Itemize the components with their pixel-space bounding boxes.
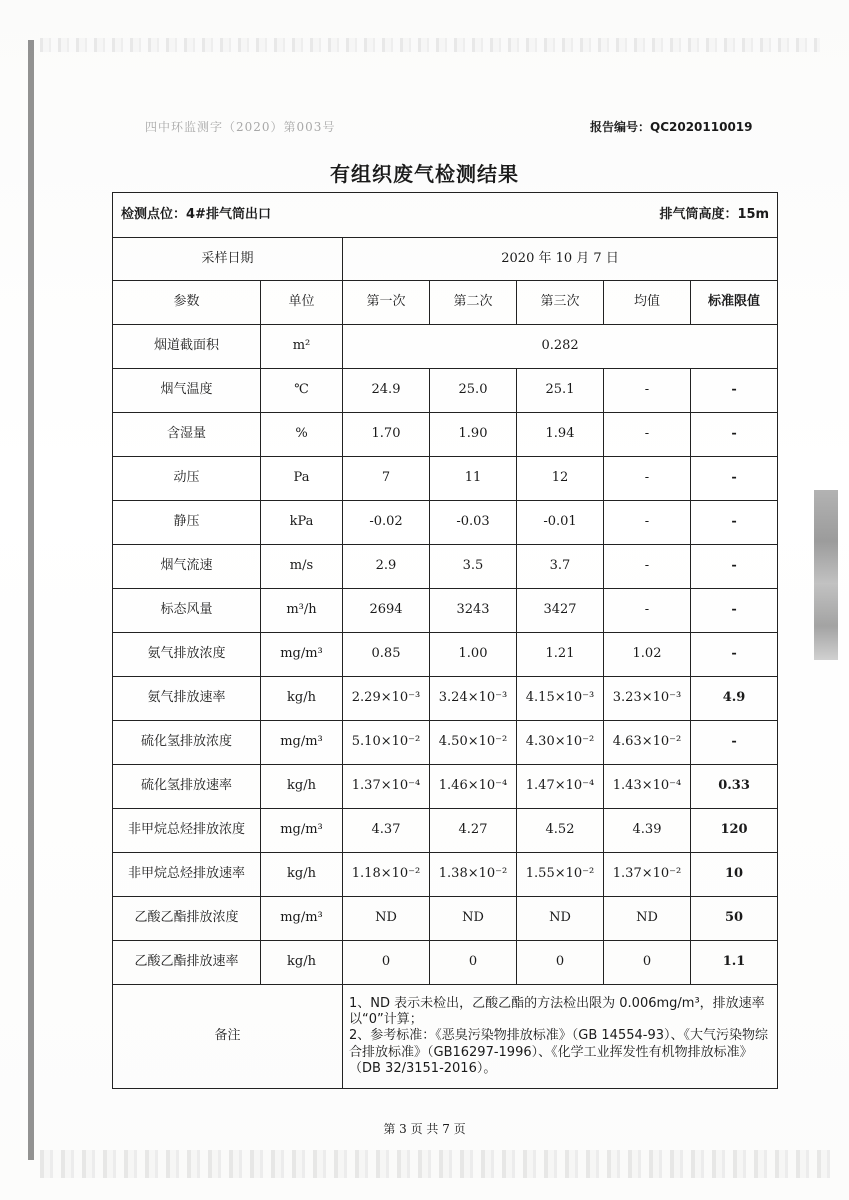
table-row (113, 677, 778, 721)
location-height-cell (113, 193, 778, 238)
unit-cell: kg/h (261, 853, 343, 897)
third-value-cell: ND (517, 897, 604, 941)
remark-line-1: 1、ND 表示未检出，乙酸乙酯的方法检出限为 0.006mg/m³，排放速率以“0”计算； (349, 995, 765, 1028)
data-rows-body (113, 369, 778, 985)
table-row (113, 721, 778, 765)
scan-edge-bottom (40, 1150, 830, 1178)
col-header-third: 第三次 (517, 281, 604, 325)
unit-cell: mg/m³ (261, 809, 343, 853)
unit-cell: kg/h (261, 941, 343, 985)
param-cell: 烟气温度 (113, 369, 261, 413)
second-value-cell: 3.5 (430, 545, 517, 589)
standard-limit-cell: - (691, 501, 778, 545)
third-value-cell: 1.94 (517, 413, 604, 457)
col-header-second: 第二次 (430, 281, 517, 325)
flue-area-value: 0.282 (343, 325, 778, 369)
col-header-standard-limit: 标准限值 (691, 281, 778, 325)
first-value-cell: 2694 (343, 589, 430, 633)
third-value-cell: 25.1 (517, 369, 604, 413)
unit-cell: kg/h (261, 677, 343, 721)
first-value-cell: 4.37 (343, 809, 430, 853)
param-cell: 乙酸乙酯排放浓度 (113, 897, 261, 941)
col-header-average: 均值 (604, 281, 691, 325)
standard-limit-cell: 10 (691, 853, 778, 897)
average-cell: - (604, 501, 691, 545)
third-value-cell: 4.30×10⁻² (517, 721, 604, 765)
param-cell: 含湿量 (113, 413, 261, 457)
remark-line-2: 2、参考标准：《恶臭污染物排放标准》（GB 14554-93）、《大气污染物综合排放标准》（GB16297-1996）、《化学工业挥发性有机物排放标准》（DB 32/3151-2016）。 (349, 1028, 768, 1076)
document-title: 有组织废气检测结果 (330, 162, 519, 186)
average-cell: 4.39 (604, 809, 691, 853)
first-value-cell: 0.85 (343, 633, 430, 677)
unit-cell: kPa (261, 501, 343, 545)
table-row-flue-area (113, 325, 778, 369)
col-header-first: 第一次 (343, 281, 430, 325)
table-row (113, 809, 778, 853)
param-cell: 烟道截面积 (113, 325, 261, 369)
standard-limit-cell: - (691, 589, 778, 633)
table-row (113, 589, 778, 633)
standard-limit-cell: - (691, 457, 778, 501)
param-cell: 硫化氢排放浓度 (113, 721, 261, 765)
unit-cell: m/s (261, 545, 343, 589)
second-value-cell: 3243 (430, 589, 517, 633)
second-value-cell: 3.24×10⁻³ (430, 677, 517, 721)
table-row (113, 765, 778, 809)
table-row (113, 545, 778, 589)
table-row (113, 501, 778, 545)
second-value-cell: -0.03 (430, 501, 517, 545)
unit-cell: mg/m³ (261, 897, 343, 941)
table-header-row (113, 193, 778, 238)
average-cell: - (604, 545, 691, 589)
third-value-cell: 4.52 (517, 809, 604, 853)
sampling-date-row (113, 238, 778, 281)
scan-edge-right (814, 490, 838, 660)
unit-cell: Pa (261, 457, 343, 501)
unit-cell: mg/m³ (261, 633, 343, 677)
standard-limit-cell: - (691, 369, 778, 413)
third-value-cell: 1.47×10⁻⁴ (517, 765, 604, 809)
standard-limit-cell: 50 (691, 897, 778, 941)
first-value-cell: 1.37×10⁻⁴ (343, 765, 430, 809)
first-value-cell: 1.18×10⁻² (343, 853, 430, 897)
table-row (113, 941, 778, 985)
third-value-cell: 12 (517, 457, 604, 501)
table-row (113, 369, 778, 413)
second-value-cell: 11 (430, 457, 517, 501)
param-cell: 静压 (113, 501, 261, 545)
param-cell: 动压 (113, 457, 261, 501)
average-cell: 0 (604, 941, 691, 985)
col-header-param: 参数 (113, 281, 261, 325)
first-value-cell: 5.10×10⁻² (343, 721, 430, 765)
col-header-unit: 单位 (261, 281, 343, 325)
param-cell: 非甲烷总烃排放浓度 (113, 809, 261, 853)
third-value-cell: 3.7 (517, 545, 604, 589)
sampling-date-value: 2020 年 10 月 7 日 (343, 238, 778, 281)
remark-label: 备注 (113, 985, 343, 1089)
average-cell: - (604, 369, 691, 413)
remark-content (343, 985, 778, 1089)
first-value-cell: ND (343, 897, 430, 941)
second-value-cell: 25.0 (430, 369, 517, 413)
average-cell: 1.02 (604, 633, 691, 677)
sampling-date-label: 采样日期 (113, 238, 343, 281)
table-row (113, 897, 778, 941)
first-value-cell: -0.02 (343, 501, 430, 545)
param-cell: 氨气排放速率 (113, 677, 261, 721)
first-value-cell: 0 (343, 941, 430, 985)
average-cell: 1.37×10⁻² (604, 853, 691, 897)
average-cell: 3.23×10⁻³ (604, 677, 691, 721)
standard-limit-cell: 120 (691, 809, 778, 853)
average-cell: - (604, 413, 691, 457)
average-cell: - (604, 589, 691, 633)
remark-row (113, 985, 778, 1089)
first-value-cell: 2.9 (343, 545, 430, 589)
average-cell: 4.63×10⁻² (604, 721, 691, 765)
stack-height-label: 排气筒高度：15m (659, 206, 770, 222)
third-value-cell: 0 (517, 941, 604, 985)
unit-cell: mg/m³ (261, 721, 343, 765)
first-value-cell: 24.9 (343, 369, 430, 413)
unit-cell: m² (261, 325, 343, 369)
report-number: 报告编号：QC2020110019 (590, 120, 753, 134)
standard-limit-cell: - (691, 633, 778, 677)
table-row (113, 413, 778, 457)
unit-cell: kg/h (261, 765, 343, 809)
second-value-cell: ND (430, 897, 517, 941)
second-value-cell: 4.50×10⁻² (430, 721, 517, 765)
standard-limit-cell: 0.33 (691, 765, 778, 809)
standard-limit-cell: - (691, 545, 778, 589)
unit-cell: ℃ (261, 369, 343, 413)
param-cell: 硫化氢排放速率 (113, 765, 261, 809)
standard-limit-cell: - (691, 721, 778, 765)
unit-cell: m³/h (261, 589, 343, 633)
second-value-cell: 1.00 (430, 633, 517, 677)
table-row (113, 633, 778, 677)
average-cell: ND (604, 897, 691, 941)
param-cell: 氨气排放浓度 (113, 633, 261, 677)
table-row (113, 457, 778, 501)
third-value-cell: 1.21 (517, 633, 604, 677)
param-cell: 烟气流速 (113, 545, 261, 589)
average-cell: - (604, 457, 691, 501)
first-value-cell: 2.29×10⁻³ (343, 677, 430, 721)
average-cell: 1.43×10⁻⁴ (604, 765, 691, 809)
page-footer: 第 3 页 共 7 页 (383, 1122, 466, 1136)
third-value-cell: 3427 (517, 589, 604, 633)
table-row (113, 853, 778, 897)
standard-limit-cell: - (691, 413, 778, 457)
second-value-cell: 1.46×10⁻⁴ (430, 765, 517, 809)
unit-cell: % (261, 413, 343, 457)
location-label: 检测点位：4#排气筒出口 (121, 206, 271, 222)
param-cell: 标态风量 (113, 589, 261, 633)
second-value-cell: 1.38×10⁻² (430, 853, 517, 897)
standard-limit-cell: 4.9 (691, 677, 778, 721)
scan-edge-top (40, 38, 820, 52)
second-value-cell: 1.90 (430, 413, 517, 457)
second-value-cell: 4.27 (430, 809, 517, 853)
faded-header-text: 四中环监测字（2020）第003号 (145, 120, 336, 134)
column-header-row (113, 281, 778, 325)
third-value-cell: 1.55×10⁻² (517, 853, 604, 897)
standard-limit-cell: 1.1 (691, 941, 778, 985)
third-value-cell: -0.01 (517, 501, 604, 545)
scan-edge-left (28, 40, 34, 1160)
first-value-cell: 1.70 (343, 413, 430, 457)
results-table (112, 192, 778, 1089)
param-cell: 非甲烷总烃排放速率 (113, 853, 261, 897)
param-cell: 乙酸乙酯排放速率 (113, 941, 261, 985)
first-value-cell: 7 (343, 457, 430, 501)
third-value-cell: 4.15×10⁻³ (517, 677, 604, 721)
second-value-cell: 0 (430, 941, 517, 985)
